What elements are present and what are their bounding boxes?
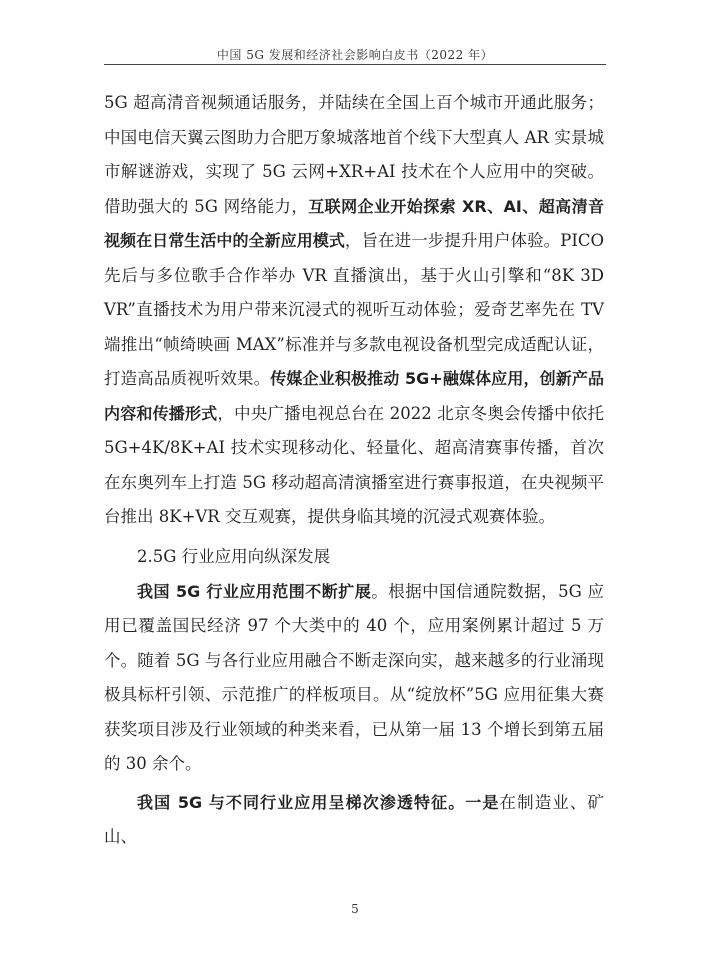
bold-key-phrase: 我国 5G 行业应用范围不断扩展 (137, 581, 372, 601)
page-number: 5 (351, 902, 359, 916)
page-body (104, 86, 604, 855)
text-span: 在制造业、矿山、 (104, 792, 604, 846)
paragraph-continued (104, 86, 604, 535)
bold-key-phrase: 互联网企业开始探索 XR、AI、超高清音视频在日常生活中的全新应用模式 (104, 196, 604, 250)
section-heading: 2.5G 行业应用向纵深发展 (137, 546, 331, 566)
text-span: ，旨在进一步提升用户体验。PICO 先后与多位歌手合作举办 VR 直播演出，基于火山引擎和“8K 3D VR”直播技术为用户带来沉浸式的视听互动体验；爱奇艺率先在 TV 端推出“帧绮映画 MAX”标准并与多款电视设备机型完成适配认证，打造高品质视听效果。 (104, 231, 604, 388)
text-span: ，中央广播电视总台在 2022 北京冬奥会传播中依托 5G+4K/8K+AI 技术实现移动化、轻量化、超高清赛事传播，首次在东奥列车上打造 5G 移动超高清演播室进行赛事报道，在央视频平台推出 8K+VR 交互观赛，提供身临其境的沉浸式观赛体验。 (104, 403, 604, 526)
bold-key-phrase: 传媒企业积极推动 5G+融媒体应用，创新产品内容和传播形式 (104, 369, 604, 423)
text-span: 5G 超高清音视频通话服务，并陆续在全国上百个城市开通此服务；中国电信天翼云图助力合肥万象城落地首个线下大型真人 AR 实景城市解谜游戏，实现了 5G 云网+XR+AI 技术在个人应用中的突破。借助强大的 5G 网络能力， (104, 93, 604, 216)
text-span: 。根据中国信通院数据，5G 应用已覆盖国民经济 97 个大类中的 40 个，应用案例累计超过 5 万个。随着 5G 与各行业应用融合不断走深向实，越来越多的行业涌现极具标杆引领、示范推广的样板项目。从“绽放杯”5G 应用征集大赛获奖项目涉及行业领域的种类来看，已从第一届 13 个增长到第五届的 30 余个。 (104, 581, 604, 773)
running-header: 中国 5G 发展和经济社会影响白皮书（2022 年） (216, 48, 494, 62)
bold-key-phrase: 我国 5G 与不同行业应用呈梯次渗透特征。一是 (137, 792, 500, 812)
paragraph-penetration (104, 786, 604, 855)
header-rule (104, 64, 606, 65)
paragraph-industry-scope (104, 575, 604, 782)
